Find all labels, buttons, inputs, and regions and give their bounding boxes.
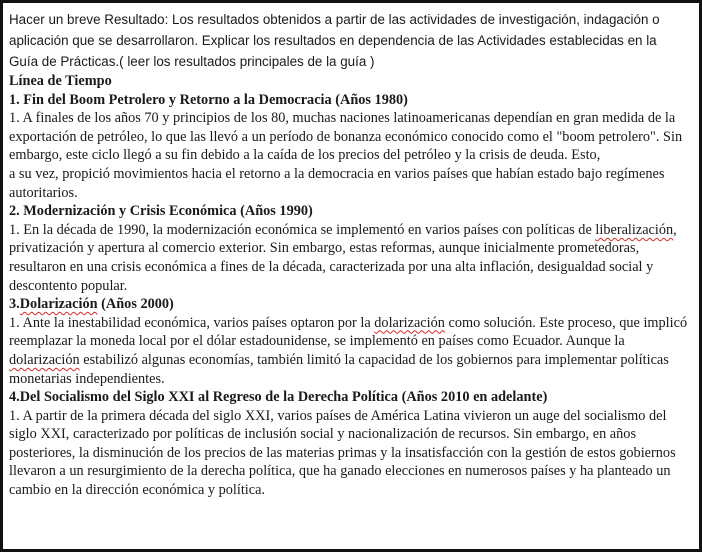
section-2-title: 2. Modernización y Crisis Económica (Años 1990) <box>9 203 313 220</box>
document-page <box>3 3 699 549</box>
section-1-paragraph: 1. A finales de los años 70 y principios de los 80, muchas naciones latinoamericanas dependían en gran medida de la exportación de petróleo, lo que las llevó a un período de bonanza económico conocido como el "boom petrolero". Sin embargo, este ciclo llegó a su fin debido a la caída de los precios del petróleo y la crisis de deuda. Esto, <box>9 110 683 164</box>
spellcheck-dolarizacion-2[interactable]: dolarización <box>9 351 80 368</box>
assignment-instructions: Hacer un breve Resultado: Los resultados obtenidos a partir de las actividades de investigación, indagación o aplicación que se desarrollaron. Explicar los resultados en dependencia de las Actividades establecidas en la Guía de Prácticas.( leer los resultados principales de la guía ) <box>9 12 660 69</box>
timeline-heading: Línea de Tiempo <box>9 73 112 89</box>
section-1-paragraph-continued: a su vez, propició movimientos hacia el retorno a la democracia en varios países que habían estado bajo regímenes autoritarios. <box>9 165 665 201</box>
section-3-paragraph: 1. Ante la inestabilidad económica, varios países optaron por la dolarización como solución. Este proceso, que implicó reemplazar la moneda local por el dólar estadounidense, se implementó en países como Ecuador. Aunque la dolarización estabilizó algunas economías, también limitó la capacidad de los gobiernos para implementar políticas monetarias independientes. <box>9 314 688 387</box>
section-4-title: 4.Del Socialismo del Siglo XXI al Regreso de la Derecha Política (Años 2010 en adelante) <box>9 389 548 406</box>
section-3-title: 3.Dolarización (Años 2000) <box>9 296 174 313</box>
spellcheck-liberalizacion[interactable]: liberalización <box>595 221 674 238</box>
section-2-paragraph: 1. En la década de 1990, la modernización económica se implementó en varios países con políticas de liberalización, privatización y apertura al comercio exterior. Sin embargo, estas reformas, aunque inicialmente prometedoras, resultaron en una crisis económica a fines de la década, caracterizada por una alta inflación, desigualdad social y descontento popular. <box>9 221 677 294</box>
section-1-title: 1. Fin del Boom Petrolero y Retorno a la Democracia (Años 1980) <box>9 91 408 108</box>
timeline-document <box>9 72 689 500</box>
section-4-paragraph: 1. A partir de la primera década del siglo XXI, varios países de América Latina vivieron un auge del socialismo del siglo XXI, caracterizado por políticas de inclusión social y nacionalización de recursos. Sin embargo, en años posteriores, la disminución de los precios de las materias primas y la insatisfacción con la gestión de estos gobiernos llevaron a un resurgimiento de la derecha política, que ha ganado elecciones en numerosos países y ha planteado un cambio en la dirección económica y política. <box>9 407 676 499</box>
spellcheck-dolarizacion-1[interactable]: dolarización <box>374 314 445 331</box>
spellcheck-dolarizacion-title[interactable]: Dolarización <box>19 296 98 313</box>
